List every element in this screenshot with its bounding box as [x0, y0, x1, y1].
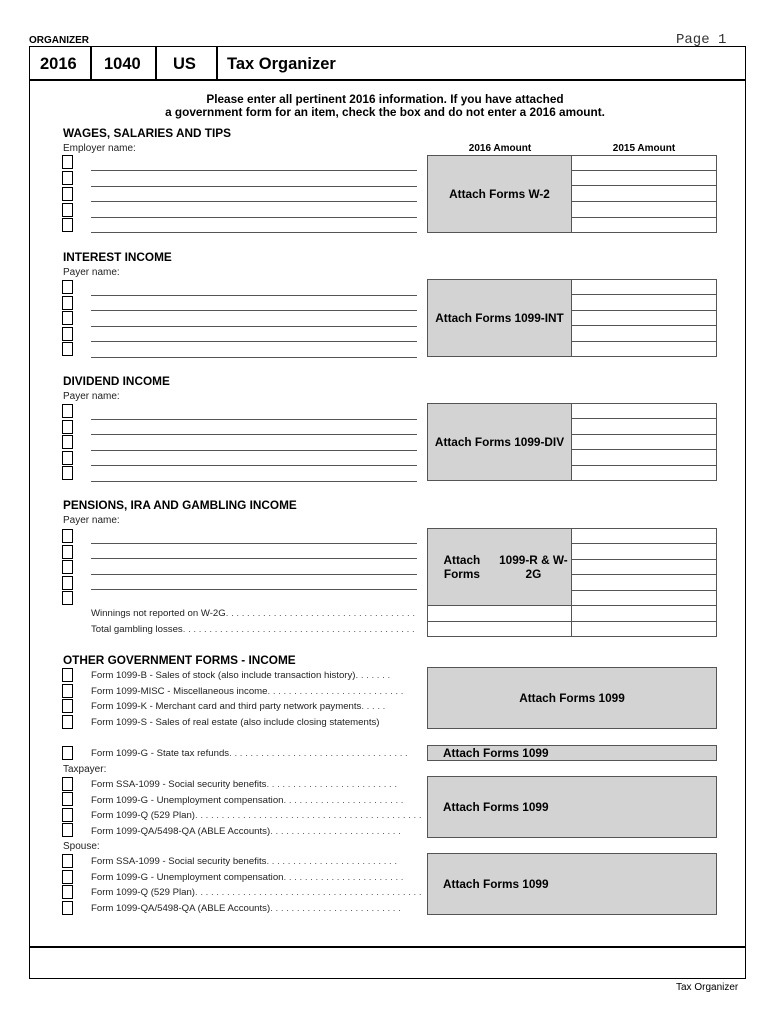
attach-1099-box: Attach Forms 1099 [427, 667, 717, 729]
checkbox[interactable] [62, 560, 73, 574]
checkbox[interactable] [62, 777, 73, 791]
form-item-label: Form 1099-QA/5498-QA (ABLE Accounts) [91, 826, 271, 837]
amount-cell[interactable] [571, 574, 717, 591]
checkbox[interactable] [62, 327, 73, 341]
checkbox[interactable] [62, 280, 73, 294]
form-item-label: Form 1099-QA/5498-QA (ABLE Accounts) [91, 903, 271, 914]
name-line[interactable] [91, 465, 417, 466]
amount-cell[interactable] [571, 185, 717, 202]
form-item [91, 701, 385, 712]
section-title-wages: WAGES, SALARIES AND TIPS [63, 126, 232, 140]
intro-line-2: a government form for an item, check the box and do not enter a 2016 amount. [165, 105, 605, 119]
checkbox[interactable] [62, 420, 73, 434]
form-item-label: Form SSA-1099 - Social security benefits [91, 856, 267, 867]
form-item [91, 670, 390, 681]
name-line[interactable] [91, 450, 417, 451]
section-title-dividend: DIVIDEND INCOME [63, 374, 170, 388]
form-item [91, 903, 401, 914]
amount-cell[interactable] [571, 528, 717, 544]
bottom-divider [29, 946, 746, 948]
name-line[interactable] [91, 357, 417, 358]
amount-cell[interactable] [571, 434, 717, 450]
checkbox[interactable] [62, 311, 73, 325]
amount-cell[interactable] [571, 170, 717, 186]
name-line[interactable] [91, 186, 417, 187]
losses-label: Total gambling losses [91, 624, 183, 635]
form-item [91, 717, 379, 728]
form-item [91, 748, 408, 759]
amount-cell[interactable] [571, 559, 717, 575]
name-line[interactable] [91, 543, 417, 544]
name-line[interactable] [91, 558, 417, 559]
form-item [91, 779, 397, 790]
amount-cell[interactable] [571, 403, 717, 419]
form-item-label: Form 1099-S - Sales of real estate (also include closing statements) [91, 717, 380, 728]
name-line[interactable] [91, 201, 417, 202]
name-line[interactable] [91, 341, 417, 342]
checkbox[interactable] [62, 870, 73, 884]
amount-cell[interactable] [571, 465, 717, 481]
form-item-label: Form SSA-1099 - Social security benefits [91, 779, 267, 790]
leader-dots: . . . . . . . . . . . . . . . . . . . . . . . . . [270, 903, 401, 914]
name-line[interactable] [91, 295, 417, 296]
leader-dots: . . . . . . . . . . . . . . . . . . . . . . . . . . . . . . . . . . . . [225, 608, 415, 619]
form-item-label: Form 1099-Q (529 Plan) [91, 810, 195, 821]
taxpayer-label: Taxpayer: [63, 764, 107, 775]
leader-dots: . . . . . . . . . . . . . . . . . . . . . . . . . . . . . . . . . . . . . . . . . . . [194, 810, 422, 821]
amount-cell[interactable] [571, 217, 717, 233]
amount-cell[interactable] [571, 155, 717, 171]
checkbox[interactable] [62, 296, 73, 310]
attach-1099-taxpayer-box: Attach Forms 1099 [427, 776, 717, 838]
name-line[interactable] [91, 232, 417, 233]
amount-cell[interactable] [571, 418, 717, 435]
checkbox[interactable] [62, 171, 73, 185]
leader-dots: . . . . . . . . . . . . . . . . . . . . . . . . . . . . . . . . . . . . . . . . . . . [194, 887, 422, 898]
amount-cell[interactable] [571, 449, 717, 466]
checkbox[interactable] [62, 451, 73, 465]
checkbox[interactable] [62, 715, 73, 729]
title-divider [90, 46, 92, 79]
amount-cell[interactable] [571, 543, 717, 560]
leader-dots: . . . . . . . . . . . . . . . . . . . . . . . . . [270, 826, 401, 837]
section-title-pensions: PENSIONS, IRA AND GAMBLING INCOME [63, 498, 297, 512]
name-line[interactable] [91, 574, 417, 575]
amount-cell[interactable] [571, 325, 717, 342]
section-title-interest: INTEREST INCOME [63, 250, 172, 264]
page-number: Page 1 [676, 32, 727, 48]
attach-w2-box: Attach Forms W-2 [427, 155, 572, 233]
form-item [91, 887, 422, 898]
checkbox[interactable] [62, 808, 73, 822]
checkbox[interactable] [62, 746, 73, 760]
checkbox[interactable] [62, 668, 73, 682]
leader-dots: . . . . . . . . . . . . . . . . . . . . . . . . . . . . . . . . . . . . . . . . . . . . [182, 624, 415, 635]
spouse-label: Spouse: [63, 841, 100, 852]
checkbox[interactable] [62, 218, 73, 232]
checkbox[interactable] [62, 792, 73, 806]
name-line[interactable] [91, 434, 417, 435]
leader-dots: . . . . . [361, 701, 386, 712]
intro-text [60, 93, 710, 119]
footer-label: Tax Organizer [676, 982, 739, 993]
checkbox[interactable] [62, 699, 73, 713]
attach-line-1: Attach Forms [443, 553, 481, 581]
name-line[interactable] [91, 217, 417, 218]
name-line[interactable] [91, 419, 417, 420]
payer-name-label: Payer name: [63, 267, 120, 278]
amount-cell[interactable] [571, 590, 717, 606]
checkbox[interactable] [62, 529, 73, 543]
attach-line-2: 1099-R & W-2G [499, 553, 568, 581]
amount-cell[interactable] [427, 621, 572, 637]
checkbox[interactable] [62, 466, 73, 480]
checkbox[interactable] [62, 342, 73, 356]
leader-dots: . . . . . . . . . . . . . . . . . . . . . . . . . [266, 856, 398, 867]
title-divider [216, 46, 218, 79]
payer-name-label: Payer name: [63, 391, 120, 402]
form-item-label: Form 1099-Q (529 Plan) [91, 887, 195, 898]
checkbox[interactable] [62, 885, 73, 899]
amount-cell[interactable] [571, 621, 717, 637]
title-form: 1040 [104, 54, 141, 73]
section-title-other: OTHER GOVERNMENT FORMS - INCOME [63, 653, 296, 667]
leader-dots: . . . . . . . . . . . . . . . . . . . . . . . . . . [267, 686, 404, 697]
name-line[interactable] [91, 170, 417, 171]
checkbox[interactable] [62, 155, 73, 169]
name-line[interactable] [91, 481, 417, 482]
checkbox[interactable] [62, 576, 73, 590]
amount-cell[interactable] [571, 279, 717, 295]
amount-cell[interactable] [571, 310, 717, 326]
leader-dots: . . . . . . . . . . . . . . . . . . . . . . . [283, 795, 404, 806]
form-item [91, 872, 403, 883]
form-item-label: Form 1099-G - Unemployment compensation [91, 872, 284, 883]
organizer-label: ORGANIZER [29, 35, 89, 46]
leader-dots: . . . . . . . . . . . . . . . . . . . . . . . . . [266, 779, 398, 790]
checkbox[interactable] [62, 545, 73, 559]
form-item-label: Form 1099-B - Sales of stock (also include transaction history) [91, 670, 356, 681]
form-item-label: Form 1099-MISC - Miscellaneous income [91, 686, 268, 697]
leader-dots: . . . . . . . [355, 670, 391, 681]
amount-cell[interactable] [571, 201, 717, 218]
checkbox[interactable] [62, 404, 73, 418]
leader-dots: . . . . . . . . . . . . . . . . . . . . . . . . . . . . . . . . . . [229, 748, 408, 759]
attach-1099-spouse-box: Attach Forms 1099 [427, 853, 717, 915]
attach-1099-int-box: Attach Forms 1099-INT [427, 279, 572, 357]
checkbox[interactable] [62, 591, 73, 605]
name-line[interactable] [91, 310, 417, 311]
attach-1099-div-box: Attach Forms 1099-DIV [427, 403, 572, 481]
checkbox[interactable] [62, 901, 73, 915]
name-line[interactable] [91, 589, 417, 590]
checkbox[interactable] [62, 187, 73, 201]
title-year: 2016 [40, 54, 77, 73]
amount-cell[interactable] [571, 341, 717, 357]
attach-1099-state-box: Attach Forms 1099 [427, 745, 717, 761]
winnings-label: Winnings not reported on W-2G [91, 608, 226, 619]
intro-line-1: Please enter all pertinent 2016 information. If you have attached [206, 92, 564, 106]
name-line[interactable] [91, 326, 417, 327]
form-item-label: Form 1099-G - State tax refunds [91, 748, 230, 759]
form-item [91, 856, 397, 867]
amount-cell[interactable] [427, 605, 572, 622]
attach-1099-r-box [427, 528, 572, 606]
checkbox[interactable] [62, 823, 73, 837]
form-item [91, 810, 422, 821]
winnings-line [91, 608, 415, 619]
form-item-label: Form 1099-G - Unemployment compensation [91, 795, 284, 806]
title-country: US [173, 54, 196, 73]
form-item [91, 826, 401, 837]
title-text: Tax Organizer [227, 54, 336, 73]
checkbox[interactable] [62, 435, 73, 449]
form-item [91, 686, 403, 697]
amount-cell[interactable] [571, 605, 717, 622]
checkbox[interactable] [62, 203, 73, 217]
column-2015-amount: 2015 Amount [612, 143, 676, 154]
checkbox[interactable] [62, 854, 73, 868]
employer-name-label: Employer name: [63, 143, 136, 154]
form-item [91, 795, 403, 806]
column-2016-amount: 2016 Amount [468, 143, 532, 154]
checkbox[interactable] [62, 684, 73, 698]
title-divider [155, 46, 157, 79]
amount-cell[interactable] [571, 294, 717, 311]
payer-name-label: Payer name: [63, 515, 120, 526]
title-row-divider [29, 79, 746, 81]
gambling-losses-line [91, 624, 415, 635]
form-item-label: Form 1099-K - Merchant card and third party network payments [91, 701, 362, 712]
leader-dots: . . . . . . . . . . . . . . . . . . . . . . . [283, 872, 404, 883]
